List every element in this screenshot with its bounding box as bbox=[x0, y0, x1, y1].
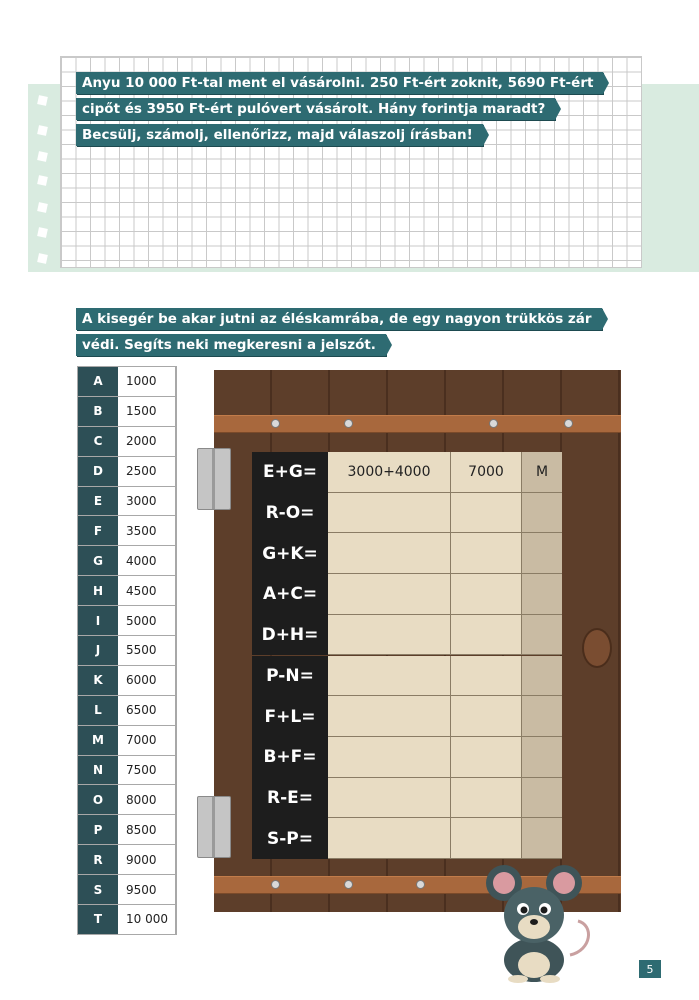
letter-answer-cell[interactable] bbox=[522, 656, 562, 697]
letter-row bbox=[78, 845, 176, 875]
value-cell: 1000 bbox=[118, 367, 176, 396]
notebook-hole bbox=[37, 95, 48, 106]
bolt-icon bbox=[271, 419, 280, 428]
value-cell: 1500 bbox=[118, 397, 176, 426]
letter-cell: F bbox=[78, 516, 118, 545]
calculation-cell[interactable] bbox=[328, 737, 451, 778]
value-cell: 7000 bbox=[118, 726, 176, 755]
letter-cell: A bbox=[78, 367, 118, 396]
bolt-icon bbox=[344, 880, 353, 889]
puzzle-row bbox=[252, 615, 562, 656]
letter-row bbox=[78, 457, 176, 487]
bolt-icon bbox=[416, 880, 425, 889]
bolt-icon bbox=[271, 880, 280, 889]
letter-row bbox=[78, 666, 176, 696]
letter-cell: P bbox=[78, 815, 118, 844]
letter-row bbox=[78, 546, 176, 576]
letter-row bbox=[78, 576, 176, 606]
letter-row bbox=[78, 785, 176, 815]
value-cell: 7500 bbox=[118, 756, 176, 785]
letter-answer-cell[interactable] bbox=[522, 533, 562, 574]
mouse-illustration bbox=[482, 855, 602, 985]
calculation-cell[interactable] bbox=[328, 818, 451, 859]
letter-answer-cell[interactable] bbox=[522, 778, 562, 819]
expression-label: P-N= bbox=[252, 656, 328, 697]
hinge-icon bbox=[197, 448, 231, 510]
notebook-hole bbox=[37, 175, 48, 186]
letter-value-table bbox=[77, 366, 177, 935]
notebook-hole bbox=[37, 125, 48, 136]
letter-cell: T bbox=[78, 905, 118, 934]
value-cell: 2000 bbox=[118, 427, 176, 456]
result-cell[interactable] bbox=[451, 818, 522, 859]
task1-line-2: cipőt és 3950 Ft-ért pulóvert vásárolt. Hány forintja maradt? bbox=[76, 98, 555, 120]
task2-line-1: A kisegér be akar jutni az éléskamrába, de egy nagyon trükkös zár bbox=[76, 308, 602, 330]
letter-answer-cell[interactable]: M bbox=[522, 452, 562, 493]
puzzle-row bbox=[252, 533, 562, 574]
result-cell[interactable] bbox=[451, 696, 522, 737]
letter-row bbox=[78, 726, 176, 756]
letter-row bbox=[78, 815, 176, 845]
letter-row bbox=[78, 516, 176, 546]
puzzle-row bbox=[252, 778, 562, 819]
value-cell: 9500 bbox=[118, 875, 176, 904]
calculation-cell[interactable] bbox=[328, 615, 451, 656]
value-cell: 10 000 bbox=[118, 905, 176, 934]
expression-label: F+L= bbox=[252, 696, 328, 737]
calculation-cell[interactable] bbox=[328, 493, 451, 534]
puzzle-row bbox=[252, 656, 562, 697]
letter-row bbox=[78, 367, 176, 397]
value-cell: 5500 bbox=[118, 636, 176, 665]
calculation-cell[interactable] bbox=[328, 656, 451, 697]
letter-answer-cell[interactable] bbox=[522, 737, 562, 778]
letter-answer-cell[interactable] bbox=[522, 818, 562, 859]
letter-cell: G bbox=[78, 546, 118, 575]
value-cell: 6000 bbox=[118, 666, 176, 695]
expression-label: G+K= bbox=[252, 533, 328, 574]
letter-cell: E bbox=[78, 487, 118, 516]
letter-row bbox=[78, 905, 176, 935]
door-knob-icon bbox=[582, 628, 612, 668]
puzzle-row bbox=[252, 493, 562, 534]
expression-label: S-P= bbox=[252, 818, 328, 859]
value-cell: 8000 bbox=[118, 785, 176, 814]
value-cell: 4000 bbox=[118, 546, 176, 575]
letter-cell: L bbox=[78, 696, 118, 725]
letter-row bbox=[78, 397, 176, 427]
puzzle-row bbox=[252, 452, 562, 493]
calculation-cell[interactable] bbox=[328, 574, 451, 615]
result-cell[interactable] bbox=[451, 533, 522, 574]
notebook-hole bbox=[37, 151, 48, 162]
letter-cell: I bbox=[78, 606, 118, 635]
letter-cell: O bbox=[78, 785, 118, 814]
letter-cell: K bbox=[78, 666, 118, 695]
expression-label: D+H= bbox=[252, 615, 328, 656]
letter-row bbox=[78, 636, 176, 666]
puzzle-row bbox=[252, 737, 562, 778]
letter-answer-cell[interactable] bbox=[522, 493, 562, 534]
expression-label: E+G= bbox=[252, 452, 328, 493]
calculation-cell[interactable] bbox=[328, 778, 451, 819]
notebook-hole bbox=[37, 202, 48, 213]
letter-cell: S bbox=[78, 875, 118, 904]
hinge-icon bbox=[197, 796, 231, 858]
task1-line-1: Anyu 10 000 Ft-tal ment el vásárolni. 250 Ft-ért zoknit, 5690 Ft-ért bbox=[76, 72, 603, 94]
result-cell[interactable] bbox=[451, 656, 522, 697]
puzzle-row bbox=[252, 818, 562, 859]
letter-cell: H bbox=[78, 576, 118, 605]
expression-label: R-O= bbox=[252, 493, 328, 534]
password-board bbox=[252, 452, 562, 859]
result-cell[interactable] bbox=[451, 737, 522, 778]
expression-label: R-E= bbox=[252, 778, 328, 819]
puzzle-row bbox=[252, 696, 562, 737]
expression-label: B+F= bbox=[252, 737, 328, 778]
value-cell: 3000 bbox=[118, 487, 176, 516]
letter-row bbox=[78, 756, 176, 786]
letter-answer-cell[interactable] bbox=[522, 696, 562, 737]
letter-row bbox=[78, 696, 176, 726]
value-cell: 9000 bbox=[118, 845, 176, 874]
letter-cell: M bbox=[78, 726, 118, 755]
letter-answer-cell[interactable] bbox=[522, 574, 562, 615]
notebook-hole bbox=[37, 253, 48, 264]
calculation-cell[interactable]: 3000+4000 bbox=[328, 452, 451, 493]
result-cell[interactable] bbox=[451, 778, 522, 819]
value-cell: 5000 bbox=[118, 606, 176, 635]
page-number: 5 bbox=[639, 960, 661, 978]
letter-cell: J bbox=[78, 636, 118, 665]
puzzle-row bbox=[252, 574, 562, 615]
notebook-hole bbox=[37, 227, 48, 238]
result-cell[interactable] bbox=[451, 574, 522, 615]
letter-row bbox=[78, 875, 176, 905]
letter-row bbox=[78, 487, 176, 517]
value-cell: 6500 bbox=[118, 696, 176, 725]
expression-label: A+C= bbox=[252, 574, 328, 615]
letter-cell: C bbox=[78, 427, 118, 456]
bolt-icon bbox=[489, 419, 498, 428]
letter-cell: R bbox=[78, 845, 118, 874]
value-cell: 2500 bbox=[118, 457, 176, 486]
result-cell[interactable] bbox=[451, 615, 522, 656]
bolt-icon bbox=[344, 419, 353, 428]
task2-line-2: védi. Segíts neki megkeresni a jelszót. bbox=[76, 334, 386, 356]
letter-cell: N bbox=[78, 756, 118, 785]
value-cell: 4500 bbox=[118, 576, 176, 605]
task1-line-3: Becsülj, számolj, ellenőrizz, majd válaszolj írásban! bbox=[76, 124, 483, 146]
result-cell[interactable] bbox=[451, 493, 522, 534]
calculation-cell[interactable] bbox=[328, 696, 451, 737]
letter-cell: D bbox=[78, 457, 118, 486]
letter-row bbox=[78, 606, 176, 636]
calculation-cell[interactable] bbox=[328, 533, 451, 574]
letter-answer-cell[interactable] bbox=[522, 615, 562, 656]
value-cell: 3500 bbox=[118, 516, 176, 545]
result-cell[interactable]: 7000 bbox=[451, 452, 522, 493]
value-cell: 8500 bbox=[118, 815, 176, 844]
bolt-icon bbox=[564, 419, 573, 428]
letter-row bbox=[78, 427, 176, 457]
letter-cell: B bbox=[78, 397, 118, 426]
